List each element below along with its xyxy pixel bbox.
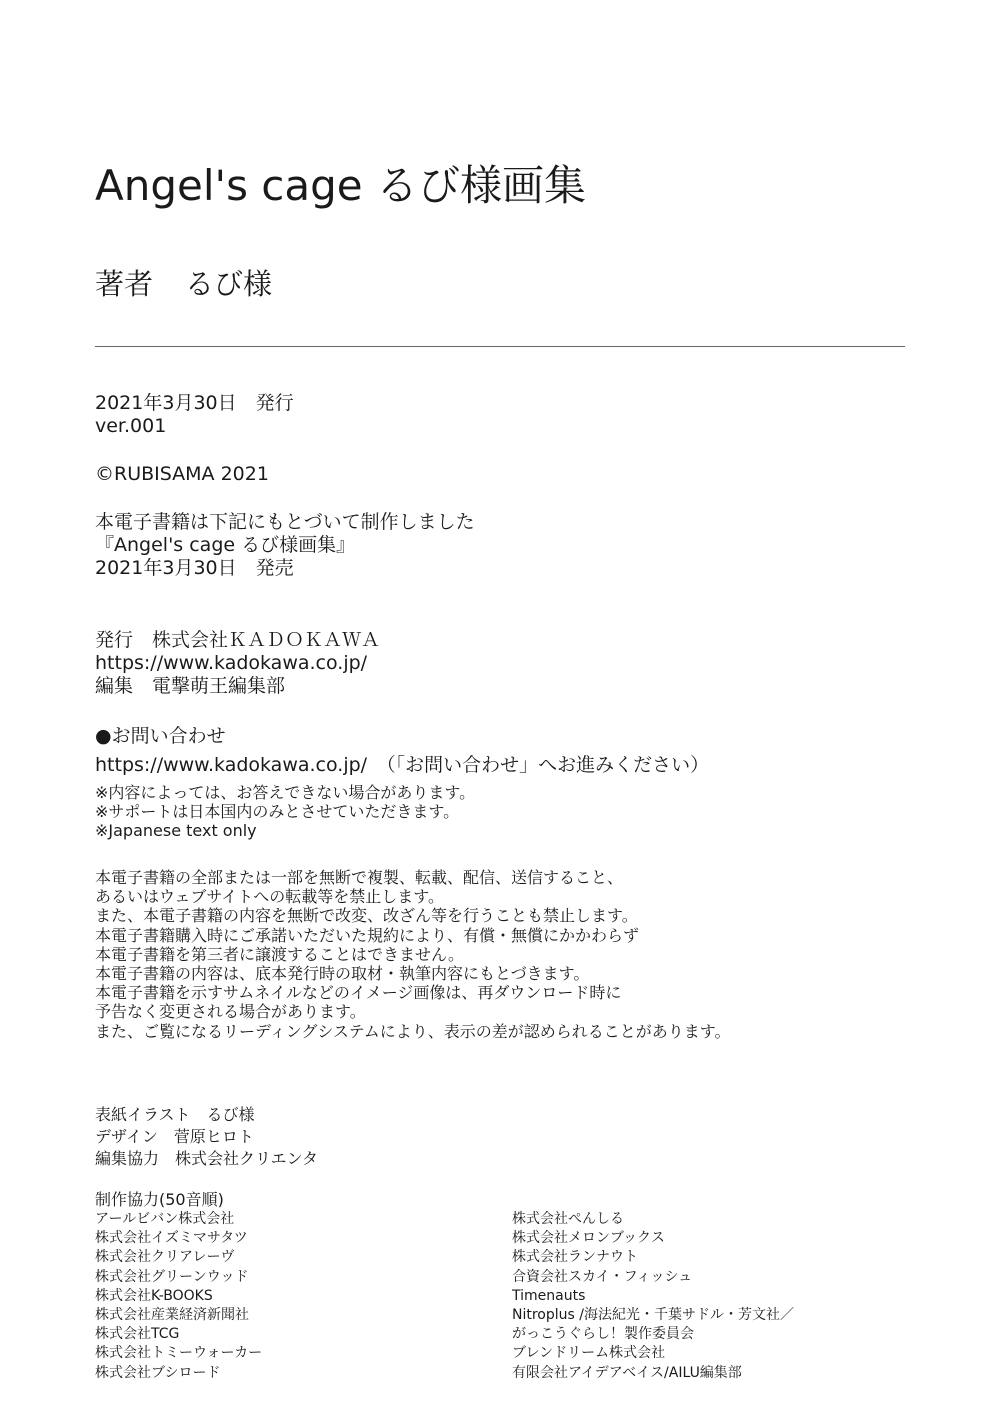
cooperation-item: がっこうぐらし！製作委員会 (512, 1326, 694, 1343)
editor-line: 編集 電撃萌王編集部 (95, 675, 286, 697)
contact-note: ※内容によっては、お答えできない場合があります。 (95, 783, 476, 802)
terms-block (95, 868, 731, 1041)
publisher-info (95, 629, 380, 698)
contact-note: ※Japanese text only (95, 821, 257, 841)
terms-line: 本電子書籍の内容は、底本発行時の取材・執筆内容にもとづきます。 (95, 964, 590, 984)
cooperation-item: 株式会社K-BOOKS (95, 1287, 213, 1304)
source-line-1: 本電子書籍は下記にもとづいて制作しました (95, 511, 475, 533)
terms-line: 本電子書籍を第三者に譲渡することはできません。 (95, 944, 464, 964)
publisher-line: 発行 株式会社ＫＡＤＯＫＡＷＡ (95, 629, 381, 651)
cooperation-item: 株式会社ランナウト (512, 1249, 638, 1266)
author-label: 著者 (95, 267, 154, 301)
cooperation-item: ブレンドリーム株式会社 (512, 1345, 666, 1362)
source-book-info (95, 511, 475, 580)
cooperation-item: 株式会社トミーウォーカー (95, 1345, 263, 1362)
terms-line: また、ご覧になるリーディングシステムにより、表示の差が認められることがあります。 (95, 1021, 731, 1041)
source-line-3: 2021年3月30日 発売 (95, 557, 294, 579)
publication-info (95, 392, 294, 438)
terms-line: あるいはウェブサイトへの転載等を禁止します。 (95, 887, 444, 907)
version: ver.001 (95, 415, 167, 437)
cooperation-item: 有限会社アイデアベイス/AILU編集部 (512, 1364, 742, 1381)
terms-line: 本電子書籍購入時にご承諾いただいた規約により、有償・無償にかかわらず (95, 925, 640, 945)
contact-heading: ●お問い合わせ (95, 725, 226, 747)
divider (95, 346, 905, 347)
cooperation-item: 株式会社産業経済新聞社 (95, 1307, 249, 1324)
publication-date: 2021年3月30日 発行 (95, 392, 294, 414)
credit-line: デザイン 菅原ヒロト (95, 1127, 254, 1146)
cooperation-item: 株式会社イズミマサタツ (95, 1230, 248, 1247)
cooperation-item: 株式会社クリアレーヴ (95, 1249, 235, 1266)
terms-line: また、本電子書籍の内容を無断で改変、改ざん等を行うことも禁止します。 (95, 906, 638, 926)
terms-line: 本電子書籍の全部または一部を無断で複製、転載、配信、送信すること、 (95, 868, 624, 887)
source-line-2: 『Angel's cage るび様画集』 (95, 534, 356, 556)
cooperation-item: 合資会社スカイ・フィッシュ (512, 1268, 693, 1285)
contact-url: https://www.kadokawa.co.jp/ （「お問い合わせ」へお進みください） (95, 754, 710, 776)
credits-block (95, 1104, 318, 1170)
credit-line: 表紙イラスト るび様 (95, 1105, 255, 1124)
cooperation-right-column (512, 1210, 794, 1383)
publisher-url: https://www.kadokawa.co.jp/ (95, 652, 368, 674)
cooperation-item: 株式会社グリーンウッド (95, 1268, 249, 1285)
cooperation-item: Nitroplus /海法紀光・千葉サドル・芳文社／ (512, 1307, 794, 1324)
book-title: Angel's cage るび様画集 (95, 161, 586, 210)
copyright: ©RUBISAMA 2021 (95, 463, 269, 485)
cooperation-item: 株式会社TCG (95, 1326, 180, 1343)
credit-line: 編集協力 株式会社クリエンタ (95, 1149, 319, 1168)
terms-line: 本電子書籍を示すサムネイルなどのイメージ画像は、再ダウンロード時に (95, 983, 622, 1003)
cooperation-item: アールビバン株式会社 (95, 1211, 235, 1227)
author-line (95, 264, 272, 304)
cooperation-item: 株式会社ブシロード (95, 1364, 221, 1381)
cooperation-item: 株式会社ぺんしる (512, 1211, 624, 1227)
terms-line: 予告なく変更される場合があります。 (95, 1002, 366, 1022)
cooperation-item: Timenauts (512, 1287, 586, 1304)
contact-notes (95, 783, 475, 841)
contact-note: ※サポートは日本国内のみとさせていただきます。 (95, 802, 460, 822)
cooperation-heading: 制作協力(50音順) (95, 1190, 224, 1209)
cooperation-left-column (95, 1210, 262, 1383)
author-name: るび様 (185, 267, 273, 301)
cooperation-item: 株式会社メロンブックス (512, 1230, 665, 1247)
